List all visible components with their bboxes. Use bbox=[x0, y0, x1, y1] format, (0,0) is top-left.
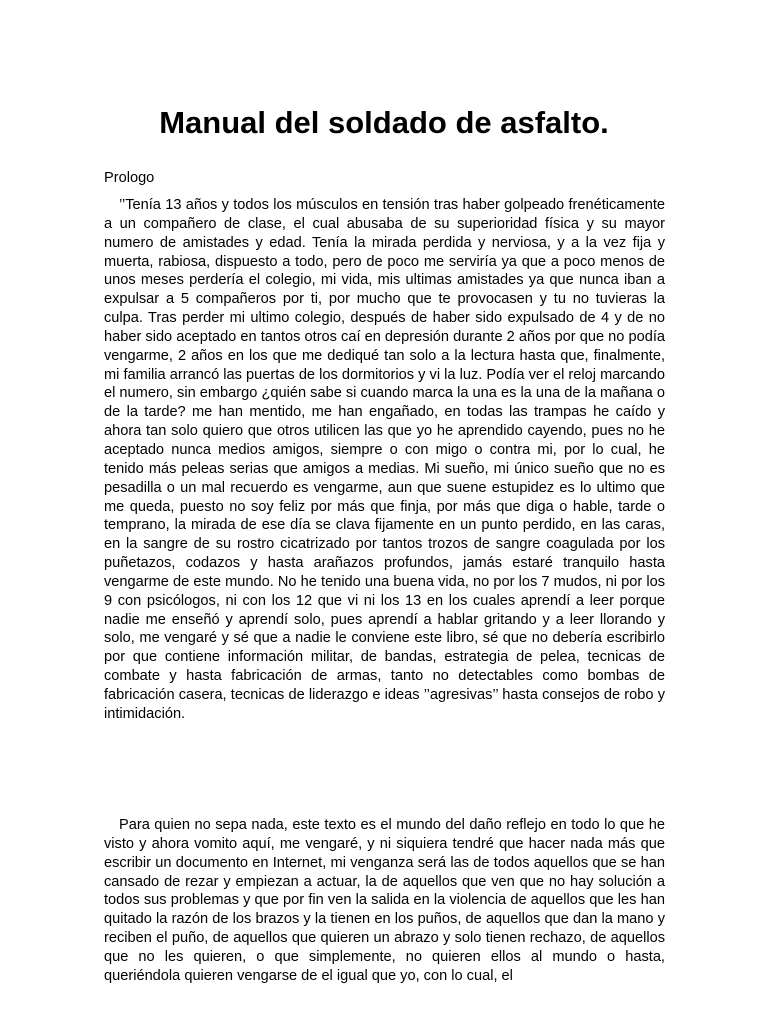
body-paragraph: ’’Tenía 13 años y todos los músculos en tensión tras haber golpeado frenéticamente a un compañero de clase, el cual abusaba de su superioridad física y su mayor numero de amistades y edad. Tenía la mirada perdida y nerviosa, y a la vez fija y muerta, rabiosa, dispuesto a todo, pero de poco me serviría ya que a poco menos de unos meses perdería el colegio, mi vida, mis ultimas amistades ya que nunca iban a expulsar a 5 compañeros por ti, por mucho que te provocasen y tu no tuvieras la culpa. Tras perder mi ultimo colegio, después de haber sido expulsado de 4 y de no haber sido aceptado en tantos otros caí en depresión durante 2 años por que no podía vengarme, 2 años en los que me dediqué tan solo a la lectura hasta que, finalmente, mi familia arrancó las puertas de los dormitorios y vi la luz. Podía ver el reloj marcando el numero, sin embargo ¿quién sabe si cuando marca la una es la una de la mañana o de la tarde? me han mentido, me han engañado, en todas las trampas he caído y ahora tan solo quiero que otros utilicen las que yo he aprendido cayendo, pues no he aceptado nunca medios amigos, siempre o con migo o contra mi, por lo cual, he tenido más peleas serias que amigos a medias. Mi sueño, mi único sueño que no es pesadilla o un mal recuerdo es vengarme, aun que suene estupidez es lo ultimo que me queda, puesto no soy feliz por más que finja, por más que diga o hable, tarde o temprano, la mirada de ese día se clava fijamente en un punto perdido, en las caras, en la sangre de su rostro cicatrizado por tantos trozos de sangre coagulada por los puñetazos, codazos y hasta arañazos profundos, jamás estaré tranquilo hasta vengarme de este mundo. No he tenido una buena vida, no por los 7 mudos, ni por los 9 con psicólogos, ni con los 12 que vi ni los 13 en los cuales aprendí a leer porque nadie me enseñó y aprendí solo, pues aprendí a hablar gritando y a leer llorando y solo, me vengaré y sé que a nadie le conviene este libro, sé que no debería escribirlo por que contiene información militar, de bandas, estrategia de pelea, tecnicas de combate y hasta fabricación de armas, tanto no detectables como bombas de fabricación casera, tecnicas de liderazgo e ideas ’’agresivas’’ hasta consejos de robo y intimidación. bbox=[104, 197, 665, 722]
body-paragraph: Para quien no sepa nada, este texto es el mundo del daño reflejo en todo lo que he visto y ahora vomito aquí, me vengaré, y ni siquiera tendré que hacer nada más que escribir un documento en Internet, mi venganza será las de todos aquellos que se han cansado de rezar y empiezan a actuar, la de aquellos que ven que no hay solución a todos sus problemas y que por fin ven la salida en la violencia de aquellos que les han quitado la razón de los brazos y la tienen en los puños, de aquellos que dan la mano y reciben el puño, de aquellos que quieren un abrazo y solo tienen rechazo, de aquellos que no les quieren, o que simplemente, no quieren ellos al mundo o hasta, queriéndola quieren vengarse de el igual que yo, con lo cual, el bbox=[104, 817, 665, 984]
document-title: Manual del soldado de asfalto. bbox=[159, 105, 609, 140]
section-heading: Prologo bbox=[104, 170, 155, 186]
